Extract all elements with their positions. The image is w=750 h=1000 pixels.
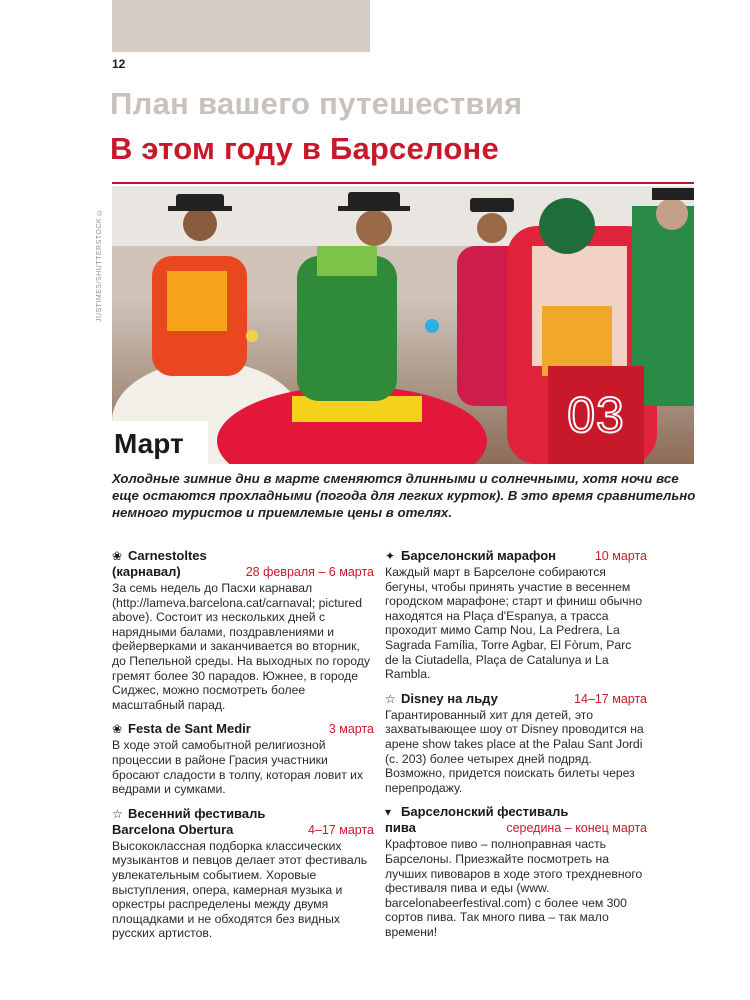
event-date: 14–17 марта [574,691,647,706]
title-rule [112,182,694,184]
event-date: 10 марта [594,549,647,563]
event-title-line2: пива [385,820,416,836]
event-carnestoltes [112,548,374,712]
star-icon: ☆ [385,691,396,706]
event-sant-medir [112,721,374,796]
event-description: За семь недель до Пасхи карнавал (http://lameva.barcelona.cat/carnaval; pictured above). Состоит из нескольких дней с нарядными балами, поздравлениями и фейерверками и заканчивается во вторник, до Пепельной среды. На выходных по городу гремят более 30 парадов. Южнее, в городе Сиджес, можно посмотреть более масштабный парад. [112,581,370,712]
event-description: В ходе этой самобытной религиозной процессии в районе Грасия участники бросают сладости в толпу, которая ловит их ведрами и сумками. [112,738,364,797]
event-title: Барселонский фестиваль [401,804,569,820]
event-date: середина – конец марта [506,821,647,836]
event-header [112,721,374,737]
event-description: Гарантированный хит для детей, это захватывающее шоу от Disney проводится на арене show takes place at the Palau Sant Jordi (с. 203) более четырех дней подряд. Возможно, придется поискать билеты через перепродажу. [385,707,644,795]
event-date: 28 февраля – 6 марта [245,565,374,579]
event-title: Весенний фестиваль [128,805,266,821]
event-description: Высококлассная подборка классических музыкантов и певцов делает этот фестиваль увлекательным событием. Хоровые выступления, опера, камерная музыка и оркестры распределены между двумя площадками и не обходятся без видных русских артистов. [112,838,368,941]
page-title: В этом году в Барселоне [110,131,499,166]
events-right-column [385,548,647,948]
event-header [112,806,374,838]
carnival-icon: ❀ [112,549,123,563]
event-beer-festival [385,804,647,939]
star-icon: ☆ [112,806,123,821]
event-title-line2: (карнавал) [112,564,181,579]
month-heading: Март [114,428,184,459]
event-title: Disney на льду [401,690,498,706]
event-title: Барселонский марафон [401,548,557,563]
event-title: Carnestoltes [128,548,207,563]
month-intro: Холодные зимние дни в марте сменяются длинными и солнечными, хотя ночи все еще остаются прохладными (погода для легких курток). В это время сравнительно немного туристов и приемлемые цены в отелях. [112,471,696,520]
event-header [385,691,647,707]
event-date: 4–17 марта [307,822,374,837]
event-header [385,804,647,836]
header-tab [112,0,370,52]
page-number: 12 [112,57,126,71]
event-description: Крафтовое пиво – полноправная часть Барселоны. Приезжайте посмотреть на лучших пивоваров в ходе этого трехдневного фестиваля пива и еды (www. barcelonabeerfestival.com) с более чем 300 сортов пива. Так много пива – так мало времени! [385,837,643,939]
event-title-line2: Barcelona Obertura [112,821,234,837]
wine-glass-icon: ▾ [385,805,392,820]
event-header [112,548,374,580]
runner-icon: ✦ [385,549,396,563]
event-disney-on-ice [385,691,647,796]
carnival-icon: ❀ [112,722,123,737]
event-description: Каждый март в Барселоне собираются бегуны, чтобы принять участие в весеннем городском марафоне; старт и финиш обычно находятся на Plaça d'Espanya, а трасса проходит мимо Camp Nou, La Pedrera, La Sagrada Família, Torre Agbar, El Fòrum, Parc de la Ciutadella, Plaça de Catalunya и La Rambla. [385,565,643,682]
month-number-badge [548,366,644,464]
month-number: 03 [567,387,625,443]
section-kicker: План вашего путешествия [110,86,523,121]
event-date: 3 марта [328,722,374,737]
photo-credit: JUSTIMES/SHUTTERSTOCK © [96,208,103,323]
events-left-column [112,548,374,950]
event-marathon [385,548,647,682]
event-obertura [112,806,374,941]
event-header [385,548,647,564]
event-title: Festa de Sant Medir [128,721,251,737]
